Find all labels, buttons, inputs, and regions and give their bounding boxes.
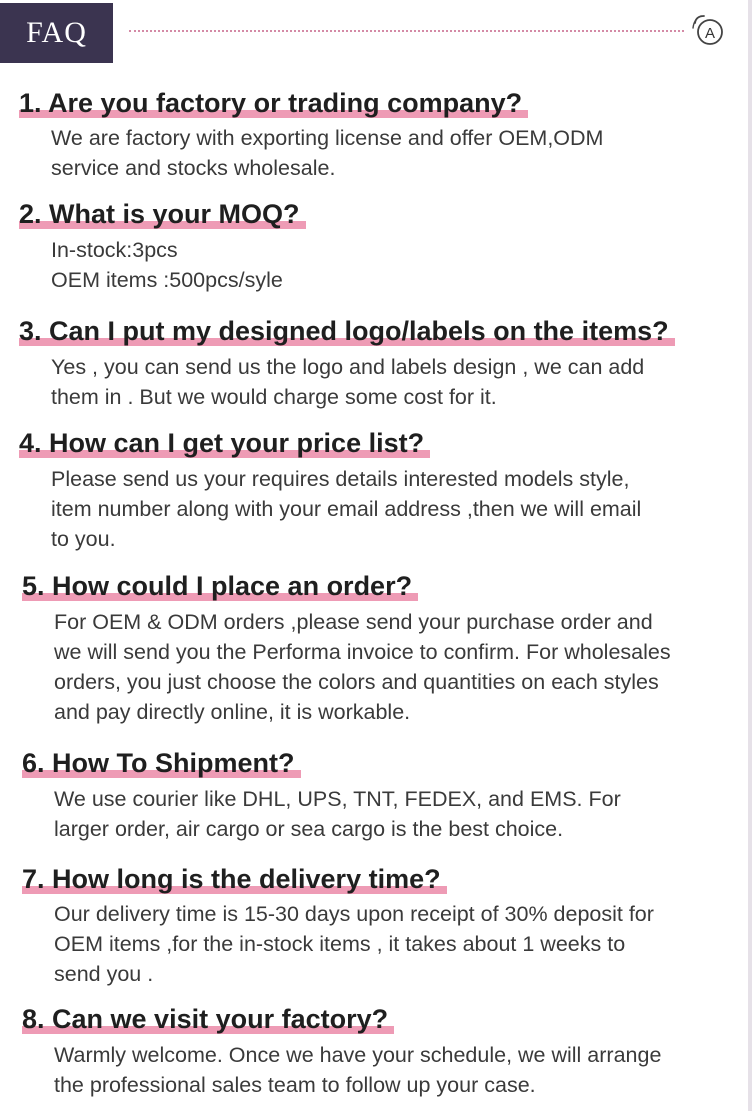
right-border bbox=[748, 0, 752, 1111]
faq-answer-6: We use courier like DHL, UPS, TNT, FEDEX, and EMS. For larger order, air cargo or sea cargo is the best choice. bbox=[54, 787, 621, 841]
faq-answer-4: Please send us your requires details interested models style, item number along with your email address ,then we will email to you. bbox=[51, 467, 642, 551]
faq-question-5: 5. How could I place an order? bbox=[22, 570, 418, 602]
faq-answer-3: Yes , you can send us the logo and labels design , we can add them in . But we would charge some cost for it. bbox=[51, 355, 645, 409]
faq-question-7: 7. How long is the delivery time? bbox=[22, 863, 447, 895]
faq-answer-5: For OEM & ODM orders ,please send your purchase order and we will send you the Performa invoice to confirm. For wholesales orders, you just choose the colors and quantities on each styles and pay directly online, it is workable. bbox=[54, 610, 671, 724]
faq-question-1: 1. Are you factory or trading company? bbox=[19, 87, 528, 119]
faq-answer-7: Our delivery time is 15-30 days upon receipt of 30% deposit for OEM items ,for the in-stock items , it takes about 1 weeks to send you . bbox=[54, 902, 654, 986]
svg-text:A: A bbox=[704, 25, 716, 42]
dotted-divider bbox=[129, 30, 684, 32]
faq-header bbox=[0, 0, 752, 66]
faq-answer-2: In-stock:3pcs OEM items :500pcs/syle bbox=[51, 238, 283, 292]
faq-question-4: 4. How can I get your price list? bbox=[19, 427, 430, 459]
faq-question-6: 6. How To Shipment? bbox=[22, 747, 301, 779]
brand-logo-icon bbox=[692, 13, 726, 47]
faq-question-8: 8. Can we visit your factory? bbox=[22, 1003, 394, 1035]
faq-answer-8: Warmly welcome. Once we have your schedule, we will arrange the professional sales team to follow up your case. bbox=[54, 1043, 662, 1097]
faq-answer-1: We are factory with exporting license and offer OEM,ODM service and stocks wholesale. bbox=[51, 126, 604, 180]
faq-title-badge: FAQ bbox=[0, 3, 113, 63]
faq-question-3: 3. Can I put my designed logo/labels on the items? bbox=[19, 315, 675, 347]
faq-question-2: 2. What is your MOQ? bbox=[19, 198, 306, 230]
